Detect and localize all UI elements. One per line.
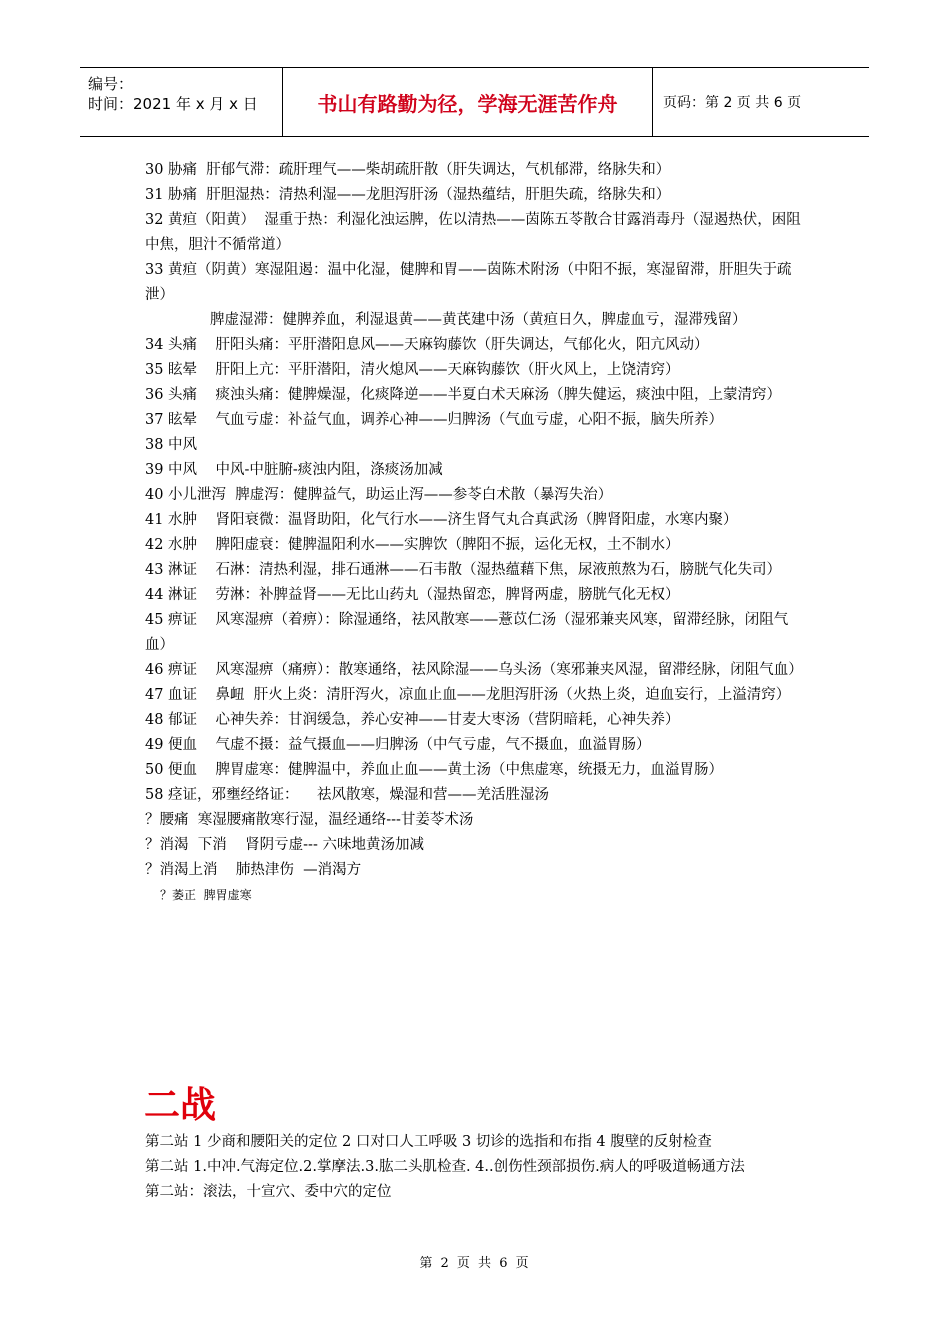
text-line: 39 中风 中风-中脏腑-痰浊内阻，涤痰汤加减	[145, 462, 443, 478]
text-line: 30 胁痛 肝郁气滞：疏肝理气——柴胡疏肝散（肝失调达，气机郁滞，络脉失和）	[145, 162, 671, 178]
text-line: 49 便血 气虚不摄：益气摄血——归脾汤（中气亏虚，气不摄血，血溢胃肠）	[145, 737, 651, 753]
text-line: 41 水肿 肾阳衰微：温肾助阳，化气行水——济生肾气丸合真武汤（脾肾阳虚，水寒内聚）	[145, 512, 738, 528]
section-title: 二战	[144, 1085, 217, 1126]
text-line: 第二站 1 少商和腰阳关的定位 2 口对口人工呼吸 3 切诊的选指和布指 4 腹壁的反射检查	[145, 1134, 712, 1150]
number-label: 编号：	[88, 75, 134, 93]
text-line: 40 小儿泄泻 脾虚泻：健脾益气，助运止泻——参苓白术散（暴泻失治）	[145, 487, 613, 503]
text-line: 37 眩晕 气血亏虚：补益气血，调养心神——归脾汤（气血亏虚，心阳不振，脑失所养）	[145, 412, 723, 428]
text-line: 38 中风	[145, 437, 198, 453]
text-line: 31 胁痛 肝胆湿热：清热利湿——龙胆泻肝汤（湿热蕴结，肝胆失疏，络脉失和）	[145, 187, 671, 203]
text-line: ？消渴 下消 肾阴亏虚--- 六味地黄汤加减	[145, 837, 424, 853]
text-line: 48 郁证 心神失养：甘润缓急，养心安神——甘麦大枣汤（营阴暗耗，心神失养）	[145, 712, 680, 728]
text-line: 43 淋证 石淋：清热利湿，排石通淋——石韦散（湿热蕴藉下焦，尿液煎熬为石，膀胱气化失司）	[145, 562, 781, 578]
text-line: 42 水肿 脾阳虚衰：健脾温阳利水——实脾饮（脾阳不振，运化无权，土不制水）	[145, 537, 680, 553]
page-footer: 第 2 页 共 6 页	[419, 1256, 531, 1271]
time-label: 时间：2021 年 x 月 x 日	[88, 95, 258, 113]
main-text	[145, 158, 807, 907]
text-line: 46 痹证 风寒湿痹（痛痹）：散寒通络，祛风除湿——乌头汤（寒邪兼夹风湿，留滞经脉，闭阻气血）	[145, 662, 803, 678]
text-line: 34 头痛 肝阳头痛：平肝潜阳息风——天麻钩藤饮（肝失调达，气郁化火，阳亢风动）	[145, 337, 709, 353]
text-line: ？腰痛 寒湿腰痛散寒行湿，温经通络---甘姜苓术汤	[145, 812, 474, 828]
text-line: ？消渴上消 肺热津伤 —消渴方	[145, 862, 362, 878]
text-line: 33 黄疸（阴黄）寒湿阻遏：温中化湿，健脾和胃——茵陈术附汤（中阳不振，寒湿留滞，肝胆失于疏泄）	[145, 262, 792, 303]
header-table	[80, 67, 869, 137]
text-line: 第二站 1.中冲.气海定位.2.掌摩法.3.肱二头肌检查. 4..创伤性颈部损伤.病人的呼吸道畅通方法	[145, 1159, 745, 1175]
text-line: 32 黄疸（阳黄） 湿重于热：利湿化浊运脾，佐以清热——茵陈五苓散合甘露消毒丹（湿遏热伏，困阻中焦，胆汁不循常道）	[145, 212, 801, 253]
text-line: 47 血证 鼻衄 肝火上炎：清肝泻火，凉血止血——龙胆泻肝汤（火热上炎，迫血妄行，上溢清窍）	[145, 687, 791, 703]
text-line: 44 淋证 劳淋：补脾益肾——无比山药丸（湿热留恋，脾肾两虚，膀胱气化无权）	[145, 587, 680, 603]
text-line: 58 痉证，邪壅经络证： 祛风散寒，燥湿和营——羌活胜湿汤	[145, 787, 549, 803]
text-line: 脾虚湿滞：健脾养血，利湿退黄——黄芪建中汤（黄疸日久，脾虚血亏，湿滞残留）	[210, 312, 747, 328]
text-line: 36 头痛 痰浊头痛：健脾燥湿，化痰降逆——半夏白术天麻汤（脾失健运，痰浊中阻，上蒙清窍）	[145, 387, 781, 403]
header-page-label: 页码：第 2 页 共 6 页	[663, 95, 802, 111]
header-motto: 书山有路勤为径，学海无涯苦作舟	[283, 68, 653, 136]
text-line: 第二站：滚法，十宣穴、委中穴的定位	[145, 1184, 392, 1200]
header-meta	[80, 68, 283, 136]
text-line: ？萎正 脾胃虚寒	[160, 888, 252, 902]
text-line: 50 便血 脾胃虚寒：健脾温中，养血止血——黄土汤（中焦虚寒，统摄无力，血溢胃肠）	[145, 762, 723, 778]
text-line: 45 痹证 风寒湿痹（着痹）：除湿通络，祛风散寒——薏苡仁汤（湿邪兼夹风寒，留滞经脉，闭阻气血）	[145, 612, 789, 653]
section-text	[145, 1130, 807, 1205]
text-line: 35 眩晕 肝阳上亢：平肝潜阳，清火熄风——天麻钩藤饮（肝火风上，上饶清窍）	[145, 362, 680, 378]
